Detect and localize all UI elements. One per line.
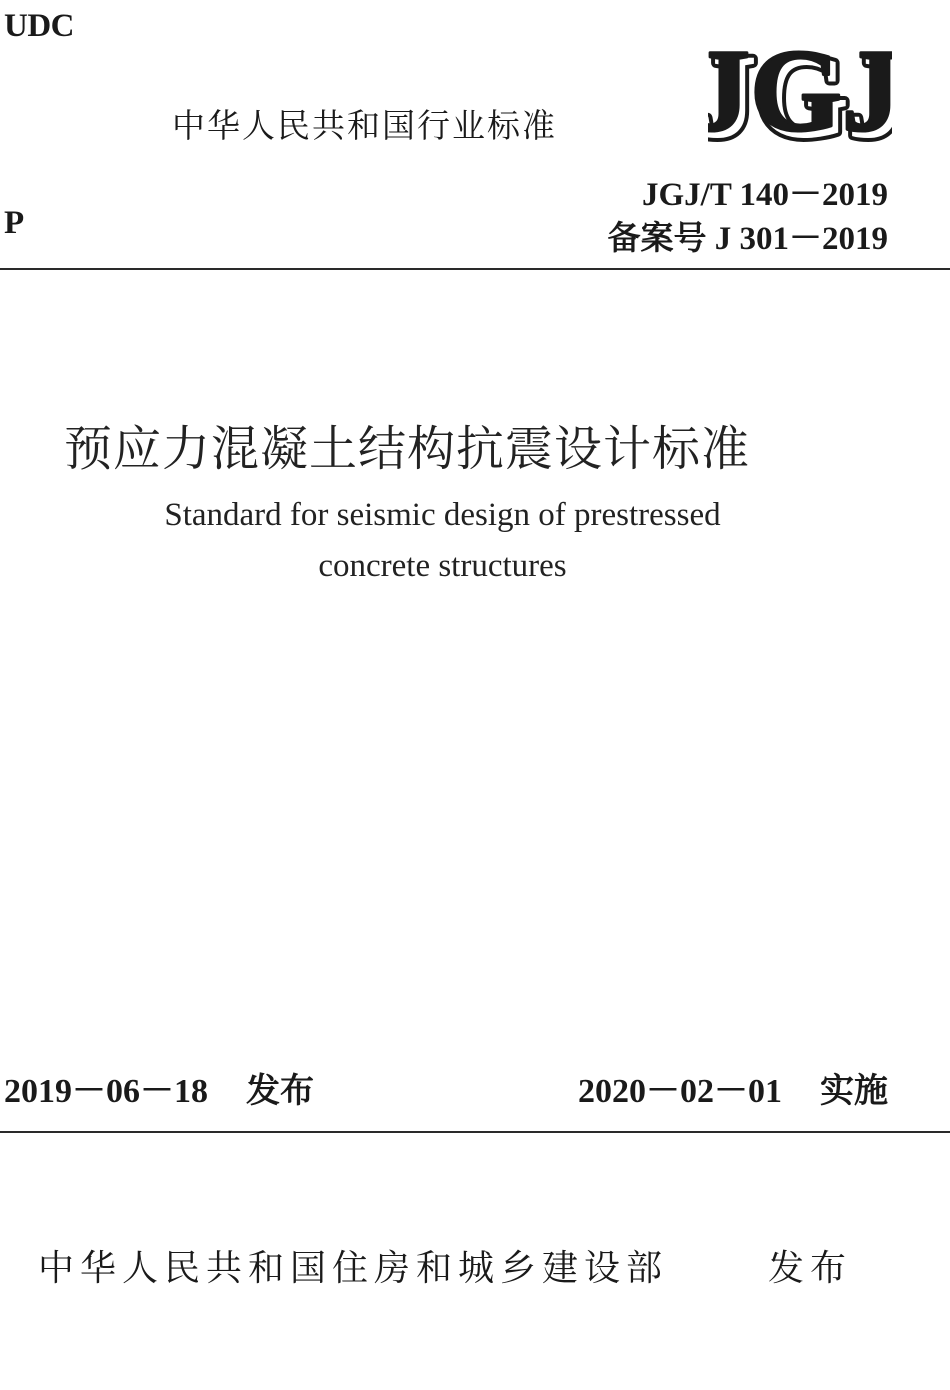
jgj-logo-outline: JGJ: [708, 48, 892, 144]
effective-label: 实施: [820, 1071, 888, 1111]
issue-label: 发布: [246, 1071, 314, 1111]
effective-date: 2020－02－01: [578, 1073, 782, 1110]
issue-date: 2019－06－18: [4, 1073, 208, 1110]
udc-label: UDC: [4, 8, 74, 44]
effective-date-block: [578, 1063, 888, 1112]
jgj-logo-graphic: [708, 48, 892, 144]
industry-standard-heading: 中华人民共和国行业标准: [172, 106, 557, 145]
record-number: 备案号 J 301－2019: [607, 221, 888, 257]
jgj-logo-face: JGJ: [708, 48, 892, 144]
publisher: 中华人民共和国住房和城乡建设部: [38, 1248, 669, 1289]
title-chinese: 预应力混凝土结构抗震设计标准: [64, 421, 751, 477]
category-letter: P: [4, 205, 25, 241]
bottom-divider: [0, 1131, 950, 1133]
top-divider: [0, 268, 950, 270]
title-english-line1: Standard for seismic design of prestressed: [164, 497, 721, 533]
jgj-logo: [708, 48, 892, 144]
standard-code: JGJ/T 140－2019: [641, 177, 888, 213]
issue-date-block: [4, 1063, 314, 1112]
jgj-logo-fill: JGJ: [708, 48, 892, 144]
publisher-action: 发布: [768, 1248, 853, 1289]
title-english-line2: concrete structures: [318, 548, 567, 584]
